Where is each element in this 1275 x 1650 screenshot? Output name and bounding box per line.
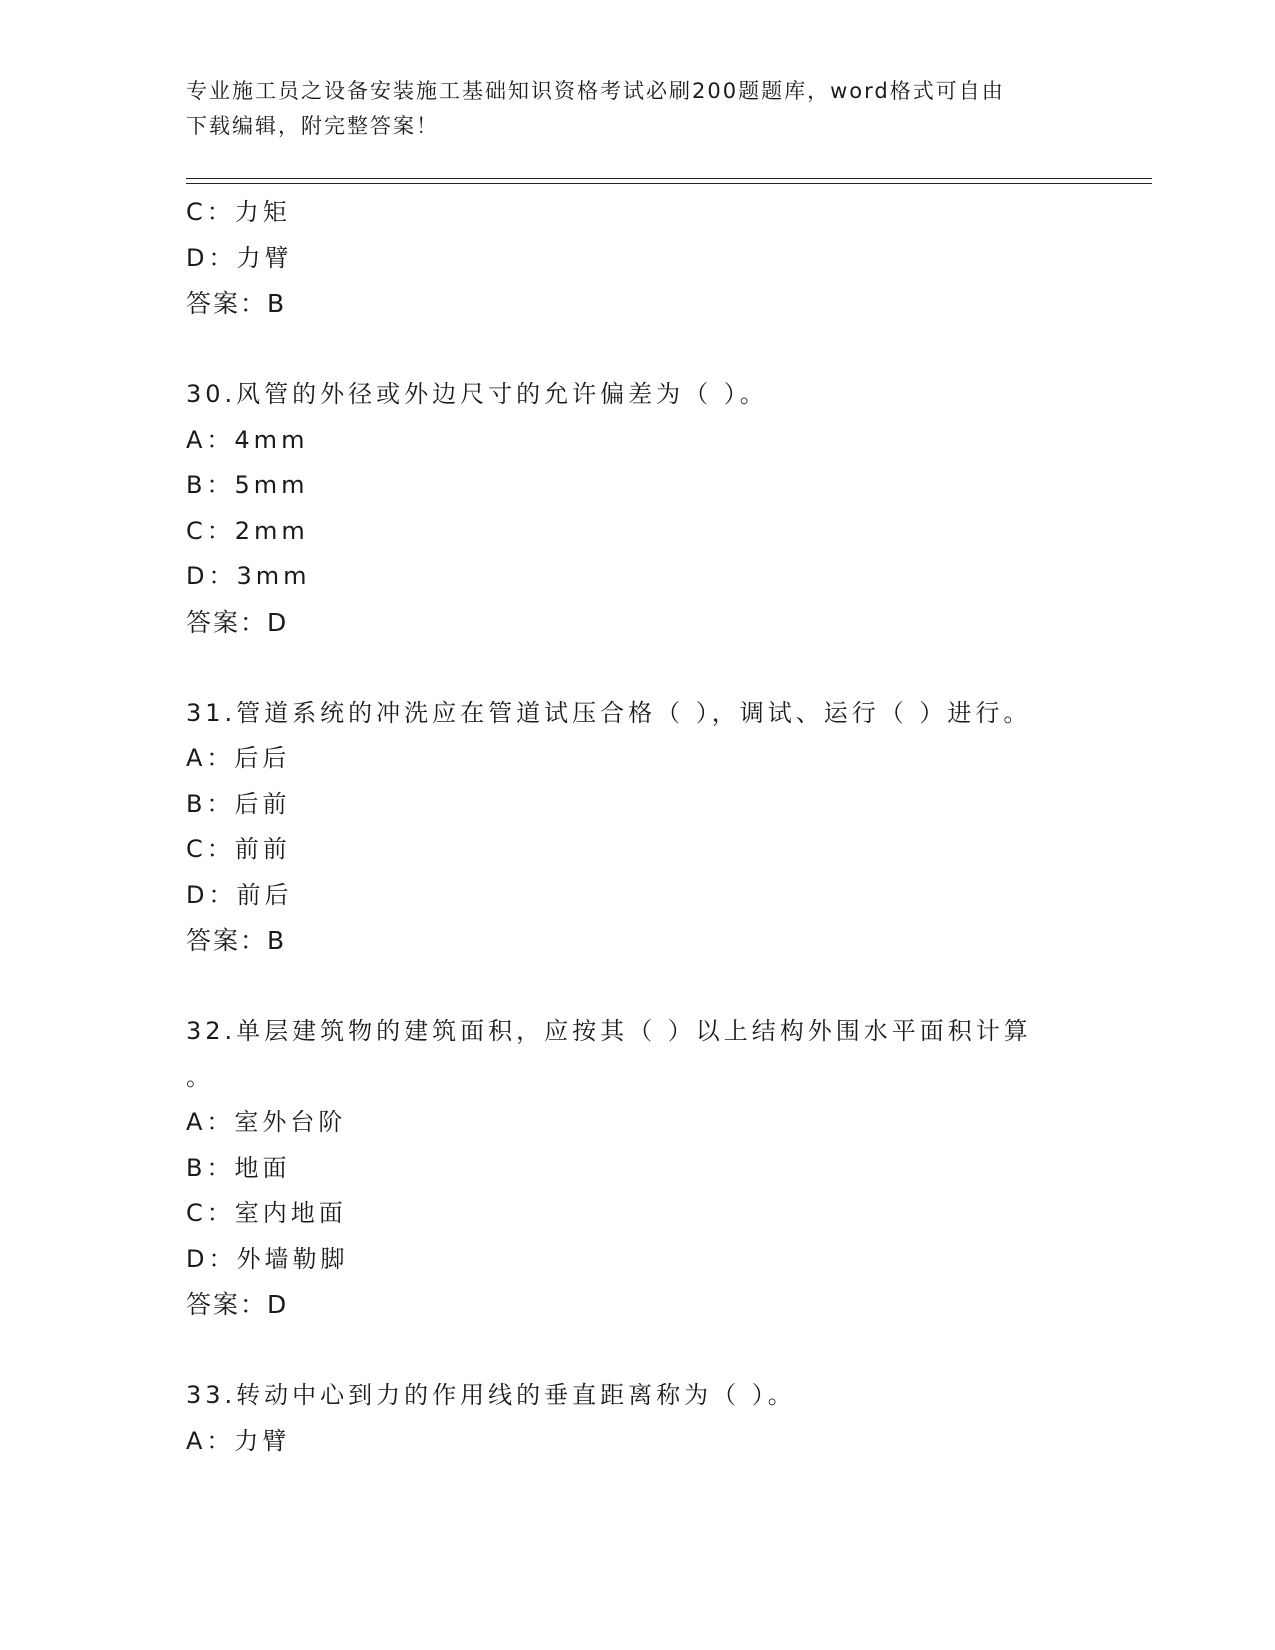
option-d: D：3mm	[186, 562, 311, 590]
option-d: D：前后	[186, 880, 293, 909]
option-d: D：外墙勒脚	[186, 1244, 349, 1273]
header-line-2: 下载编辑，附完整答案！	[186, 114, 439, 138]
question-text: 33.转动中心到力的作用线的垂直距离称为（ ）。	[186, 1381, 796, 1409]
option-a: A：室外台阶	[186, 1108, 347, 1136]
question-text: 32.单层建筑物的建筑面积，应按其（ ）以上结构外围水平面积计算	[186, 1017, 1032, 1045]
option-c: C：力矩	[186, 198, 291, 226]
header-line-1: 专业施工员之设备安装施工基础知识资格考试必刷200题题库，word格式可自由	[186, 79, 1005, 103]
header-divider-top	[186, 178, 1152, 179]
question-text: 31.管道系统的冲洗应在管道试压合格（ ），调试、运行（ ）进行。	[186, 698, 1032, 727]
question-text-continuation: 。	[186, 1062, 214, 1091]
question-item	[186, 691, 1086, 964]
option-a: A：力臂	[186, 1426, 291, 1455]
question-text: 30.风管的外径或外边尺寸的允许偏差为（ ）。	[186, 380, 768, 408]
answer-line: 答案：D	[186, 607, 289, 637]
option-b: B：5mm	[186, 471, 309, 499]
option-c: C：前前	[186, 835, 291, 863]
option-a: A：4mm	[186, 425, 309, 454]
option-b: B：后前	[186, 789, 291, 818]
question-item	[186, 1009, 1086, 1328]
question-item	[186, 372, 1086, 645]
answer-line: 答案：B	[186, 926, 287, 955]
answer-line: 答案：B	[186, 289, 287, 318]
question-item	[186, 1373, 1086, 1464]
option-a: A：后后	[186, 744, 291, 772]
option-c: C：室内地面	[186, 1199, 347, 1227]
document-header	[186, 74, 1066, 144]
option-d: D：力臂	[186, 243, 293, 272]
option-b: B：地面	[186, 1153, 291, 1182]
question-list	[186, 190, 1086, 1464]
answer-line: 答案：D	[186, 1290, 289, 1319]
option-c: C：2mm	[186, 516, 309, 545]
header-divider-bottom	[186, 183, 1152, 184]
